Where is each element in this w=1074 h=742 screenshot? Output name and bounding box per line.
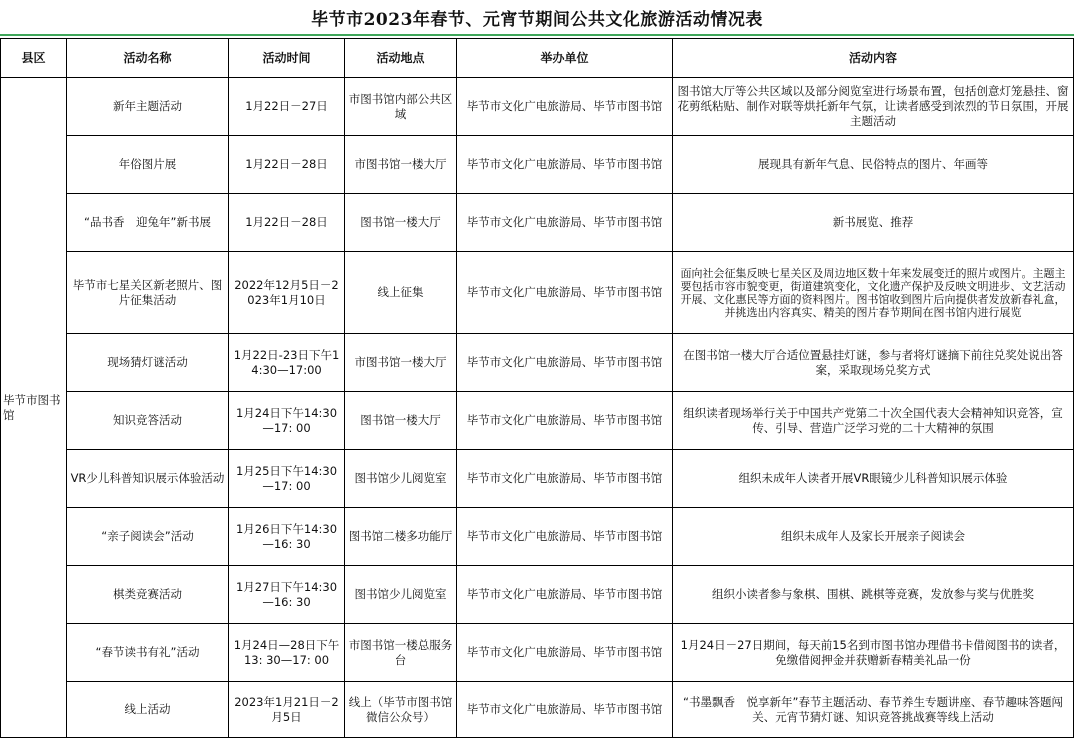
table-row: [1, 194, 1074, 252]
activity-content-cell[interactable]: 新书展览、推荐: [673, 194, 1074, 252]
activity-place-cell[interactable]: 市图书馆内部公共区域: [345, 78, 457, 136]
table-row: [1, 682, 1074, 738]
activity-name-cell[interactable]: 棋类竞赛活动: [67, 566, 229, 624]
activity-time-cell[interactable]: 2022年12月5日－2023年1月10日: [229, 252, 345, 334]
activity-content-cell[interactable]: 组织未成年人及家长开展亲子阅读会: [673, 508, 1074, 566]
activity-place-cell[interactable]: 图书馆少儿阅览室: [345, 566, 457, 624]
table-title: 毕节市2023年春节、元宵节期间公共文化旅游活动情况表: [0, 0, 1074, 36]
activity-name-cell[interactable]: 年俗图片展: [67, 136, 229, 194]
organizer-cell[interactable]: 毕节市文化广电旅游局、毕节市图书馆: [457, 450, 673, 508]
header-row: [1, 39, 1074, 78]
activity-name-cell[interactable]: VR少儿科普知识展示体验活动: [67, 450, 229, 508]
header-organizer[interactable]: 举办单位: [457, 39, 673, 78]
table-row: [1, 566, 1074, 624]
activity-time-cell[interactable]: 1月26日下午14:30—16: 30: [229, 508, 345, 566]
activity-name-cell[interactable]: 线上活动: [67, 682, 229, 738]
organizer-cell[interactable]: 毕节市文化广电旅游局、毕节市图书馆: [457, 392, 673, 450]
activity-name-cell[interactable]: “品书香 迎兔年”新书展: [67, 194, 229, 252]
activity-content-cell[interactable]: 组织小读者参与象棋、围棋、跳棋等竞赛，发放参与奖与优胜奖: [673, 566, 1074, 624]
activity-content-cell[interactable]: 组织未成年人读者开展VR眼镜少儿科普知识展示体验: [673, 450, 1074, 508]
activity-place-cell[interactable]: 图书馆一楼大厅: [345, 392, 457, 450]
activity-name-cell[interactable]: 毕节市七星关区新老照片、图片征集活动: [67, 252, 229, 334]
header-activity-place[interactable]: 活动地点: [345, 39, 457, 78]
organizer-cell[interactable]: 毕节市文化广电旅游局、毕节市图书馆: [457, 78, 673, 136]
activity-content-cell[interactable]: 展现具有新年气息、民俗特点的图片、年画等: [673, 136, 1074, 194]
organizer-cell[interactable]: 毕节市文化广电旅游局、毕节市图书馆: [457, 194, 673, 252]
county-cell[interactable]: 毕节市图书馆: [1, 78, 67, 738]
activity-time-cell[interactable]: 1月24日下午14:30—17: 00: [229, 392, 345, 450]
activity-time-cell[interactable]: 1月25日下午14:30—17: 00: [229, 450, 345, 508]
activity-place-cell[interactable]: 市图书馆一楼总服务台: [345, 624, 457, 682]
activity-place-cell[interactable]: 图书馆二楼多功能厅: [345, 508, 457, 566]
organizer-cell[interactable]: 毕节市文化广电旅游局、毕节市图书馆: [457, 136, 673, 194]
activity-name-cell[interactable]: 现场猜灯谜活动: [67, 334, 229, 392]
activity-place-cell[interactable]: 图书馆一楼大厅: [345, 194, 457, 252]
activity-content-cell[interactable]: “书墨飘香 悦享新年”春节主题活动、春节养生专题讲座、春节趣味答题闯关、元宵节猜灯谜、知识竞答挑战赛等线上活动: [673, 682, 1074, 738]
organizer-cell[interactable]: 毕节市文化广电旅游局、毕节市图书馆: [457, 682, 673, 738]
activity-name-cell[interactable]: 知识竞答活动: [67, 392, 229, 450]
activity-place-cell[interactable]: 市图书馆一楼大厅: [345, 334, 457, 392]
activity-content-cell[interactable]: 图书馆大厅等公共区域以及部分阅览室进行场景布置，包括创意灯笼悬挂、窗花剪纸粘贴、制作对联等烘托新年气氛，让读者感受到浓烈的节日氛围，开展主题活动: [673, 78, 1074, 136]
table-row: [1, 136, 1074, 194]
organizer-cell[interactable]: 毕节市文化广电旅游局、毕节市图书馆: [457, 508, 673, 566]
activity-name-cell[interactable]: “亲子阅读会”活动: [67, 508, 229, 566]
activity-place-cell[interactable]: 线上征集: [345, 252, 457, 334]
activity-content-cell[interactable]: 组织读者现场举行关于中国共产党第二十次全国代表大会精神知识竞答，宣传、引导、营造广泛学习党的二十大精神的氛围: [673, 392, 1074, 450]
organizer-cell[interactable]: 毕节市文化广电旅游局、毕节市图书馆: [457, 252, 673, 334]
activity-time-cell[interactable]: 2023年1月21日－2月5日: [229, 682, 345, 738]
activity-name-cell[interactable]: “春节读书有礼”活动: [67, 624, 229, 682]
activity-table: [0, 38, 1074, 738]
activity-time-cell[interactable]: 1月22日-23日下午14:30—17:00: [229, 334, 345, 392]
activity-name-cell[interactable]: 新年主题活动: [67, 78, 229, 136]
activity-place-cell[interactable]: 图书馆少儿阅览室: [345, 450, 457, 508]
table-row: [1, 334, 1074, 392]
table-row: [1, 392, 1074, 450]
activity-place-cell[interactable]: 市图书馆一楼大厅: [345, 136, 457, 194]
table-row: [1, 252, 1074, 334]
activity-content-cell[interactable]: 在图书馆一楼大厅合适位置悬挂灯谜，参与者将灯谜摘下前往兑奖处说出答案，采取现场兑奖方式: [673, 334, 1074, 392]
activity-time-cell[interactable]: 1月27日下午14:30—16: 30: [229, 566, 345, 624]
table-row: [1, 450, 1074, 508]
activity-content-cell[interactable]: 面向社会征集反映七星关区及周边地区数十年来发展变迁的照片或图片。主题主要包括市容市貌变更，街道建筑变化，文化遗产保护及反映文明进步、文艺活动开展、文化惠民等方面的资料图片。图书馆收到图片后向提供者发放新春礼盒，并挑选出内容真实、精美的图片春节期间在图书馆内进行展览: [673, 252, 1074, 334]
activity-time-cell[interactable]: 1月24日—28日下午13: 30—17: 00: [229, 624, 345, 682]
activity-content-cell[interactable]: 1月24日－27日期间，每天前15名到市图书馆办理借书卡借阅图书的读者，免缴借阅押金并获赠新春精美礼品一份: [673, 624, 1074, 682]
activity-time-cell[interactable]: 1月22日－27日: [229, 78, 345, 136]
organizer-cell[interactable]: 毕节市文化广电旅游局、毕节市图书馆: [457, 334, 673, 392]
table-row: [1, 78, 1074, 136]
organizer-cell[interactable]: 毕节市文化广电旅游局、毕节市图书馆: [457, 566, 673, 624]
header-county[interactable]: 县区: [1, 39, 67, 78]
table-row: [1, 624, 1074, 682]
activity-time-cell[interactable]: 1月22日－28日: [229, 136, 345, 194]
activity-time-cell[interactable]: 1月22日－28日: [229, 194, 345, 252]
header-activity-content[interactable]: 活动内容: [673, 39, 1074, 78]
header-activity-name[interactable]: 活动名称: [67, 39, 229, 78]
activity-place-cell[interactable]: 线上（毕节市图书馆微信公众号）: [345, 682, 457, 738]
header-activity-time[interactable]: 活动时间: [229, 39, 345, 78]
organizer-cell[interactable]: 毕节市文化广电旅游局、毕节市图书馆: [457, 624, 673, 682]
table-row: [1, 508, 1074, 566]
